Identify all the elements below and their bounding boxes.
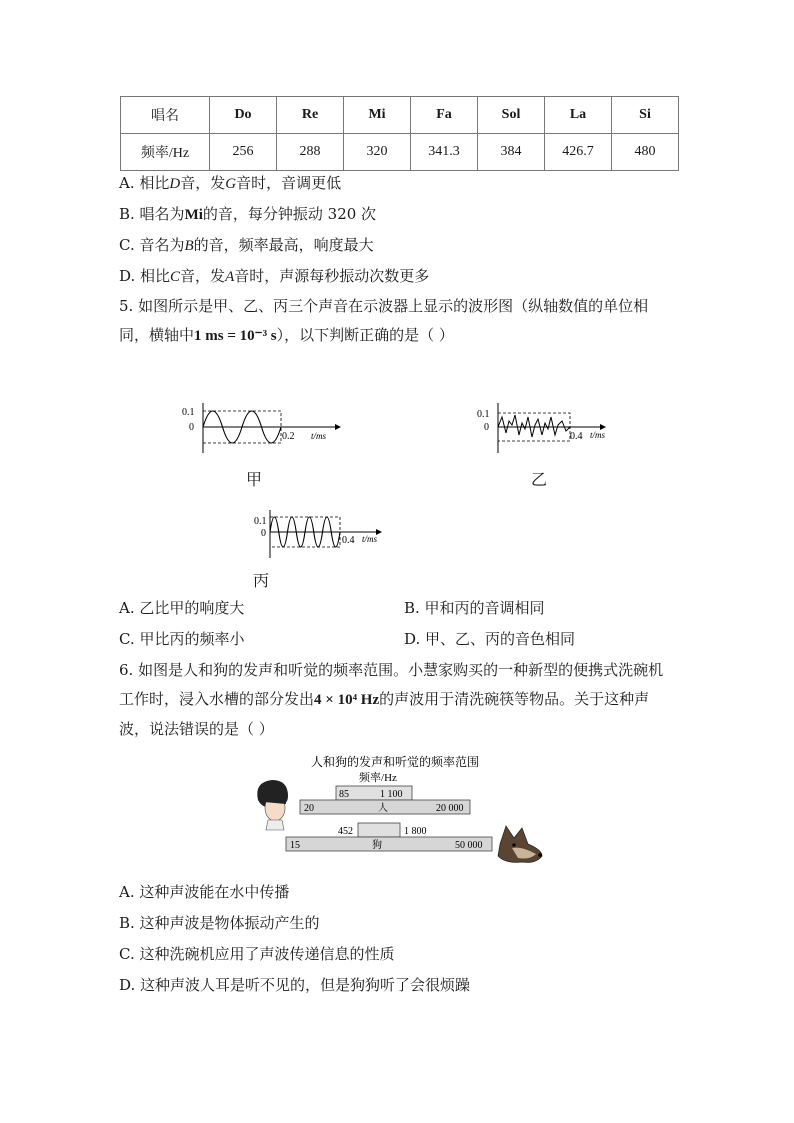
dog-voice-max: 1 800 [404,826,427,837]
human-voice-min: 85 [339,789,349,800]
woman-head-icon [257,780,288,830]
waveform-graph-yi [450,395,620,455]
table-header-cell: Mi [344,97,411,134]
dog-label: 狗 [372,840,382,851]
graph-caption: 丙 [253,571,270,590]
formula: 4 × 10⁴ Hz [314,692,380,708]
dog-hearing-max: 50 000 [455,840,483,851]
option-text: 的音，每分钟振动 320 次 [202,205,377,223]
note-variable: D [169,176,181,192]
q4-option-c[interactable] [119,235,374,256]
option-text: 音时，声源每秒振动次数更多 [234,267,430,285]
table-header-cell: Sol [478,97,545,134]
x-axis-label: t/ms [362,534,378,544]
frequency-range-figure [250,752,545,872]
option-text: 的音，频率最高，响度最大 [193,236,374,254]
table-header-cell: La [545,97,612,134]
option-text: 音时，音调更低 [236,174,342,192]
q5-option-c[interactable]: C. 甲比丙的频率小 [119,630,245,648]
waveform [498,415,570,437]
q5-option-a[interactable]: A. 乙比甲的响度大 [119,599,245,617]
note-frequency-table [120,96,679,171]
table-header-cell: Do [210,97,277,134]
dog-hearing-min: 15 [290,840,300,851]
table-header-cell: 唱名 [121,97,210,134]
y-tick-label: 0 [189,422,194,433]
human-voice-max: 1 100 [380,789,403,800]
human-hearing-max: 20 000 [436,803,464,814]
table-row [121,134,679,171]
table-cell: 288 [277,134,344,171]
table-cell: 384 [478,134,545,171]
q5-option-b[interactable]: B. 甲和丙的音调相同 [404,599,545,617]
table-cell: 256 [210,134,277,171]
q4-option-b[interactable] [119,204,376,225]
x-tick-label: 0.4 [570,431,583,442]
x-axis-label: t/ms [590,430,606,440]
graph-caption: 乙 [531,470,548,489]
x-tick-label: 0.4 [342,535,355,546]
formula: 1 ms = 10⁻³ s [194,328,277,344]
table-row-label: 频率/Hz [121,134,210,171]
x-axis-label: t/ms [311,431,327,441]
y-tick-label: 0 [261,528,266,539]
dog-voice-min: 452 [338,826,353,837]
waveform-graph-bing [250,505,400,560]
option-text: 音，发 [180,267,226,285]
table-cell: 480 [612,134,679,171]
note-variable: G [225,176,237,192]
q6-option-b[interactable]: B. 这种声波是物体振动产生的 [119,914,320,932]
table-header-row [121,97,679,134]
stem-text: 5. 如图所示是甲、乙、丙三个声音在示波器上显示的波形图（纵轴数值的单位相同，横轴中 [119,297,649,344]
option-text: A. 相比 [119,174,170,192]
x-tick-label: 0.2 [282,431,295,442]
table-cell: 426.7 [545,134,612,171]
waveform-graph-jia [175,395,345,455]
figure-title: 人和狗的发声和听觉的频率范围 [310,755,480,769]
q6-option-c[interactable]: C. 这种洗碗机应用了声波传递信息的性质 [119,945,395,963]
stem-text: ），以下判断正确的是（ ） [276,326,454,344]
table-header-cell: Fa [411,97,478,134]
axis-arrow-icon [335,424,341,430]
table-header-cell: Si [612,97,679,134]
human-hearing-min: 20 [304,803,314,814]
q6-option-d[interactable]: D. 这种声波人耳是听不见的，但是狗狗听了会很烦躁 [119,976,471,994]
q6-option-a[interactable]: A. 这种声波能在水中传播 [119,883,290,901]
stem-text: 的声波用于清洗碗筷等物品。关于这种声波，说法错误的是（ ） [119,690,650,738]
note-variable: A [225,269,235,285]
q4-option-d[interactable] [119,266,429,287]
q5-option-d[interactable]: D. 甲、乙、丙的音色相同 [404,630,576,648]
q5-stem [119,292,675,351]
note-variable: C [170,269,181,285]
figure-unit: 频率/Hz [359,772,397,784]
q4-option-a[interactable] [119,173,341,194]
dog-head-icon [498,826,542,862]
option-text: 音，发 [180,174,226,192]
y-tick-label: 0 [484,422,489,433]
graph-caption: 甲 [246,470,263,489]
table-cell: 320 [344,134,411,171]
q6-stem [119,656,675,744]
option-text: C. 音名为 [119,236,185,254]
stem-text: 6. 如图是人和狗的发声和听觉的频率范围。小慧家购买的一种新型的便携式洗碗机工作时，浸入水槽的部分发出 [119,661,664,708]
dog-voice-bar [358,823,400,837]
y-tick-label: 0.1 [254,516,267,527]
y-tick-label: 0.1 [182,407,195,418]
option-text: D. 相比 [119,267,171,285]
note-variable: Mi [184,207,203,223]
option-text: B. 唱名为 [119,205,185,223]
table-header-cell: Re [277,97,344,134]
table-cell: 341.3 [411,134,478,171]
note-variable: B [184,238,194,254]
human-label: 人 [378,803,388,814]
y-tick-label: 0.1 [477,409,490,420]
